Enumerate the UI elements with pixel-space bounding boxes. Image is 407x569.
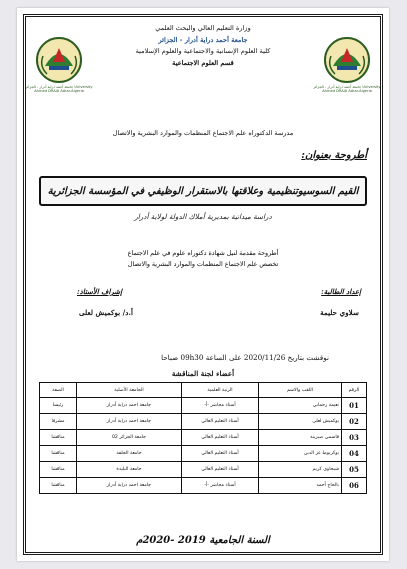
table-row [40, 446, 367, 462]
university-logo-right [323, 36, 371, 84]
jury-rank: أستاذ محاضر -أ- [182, 398, 259, 414]
table-row [40, 430, 367, 446]
jury-role: مناقشا [40, 430, 77, 446]
supervisor-label: إشراف الأستاذ: [77, 287, 123, 296]
jury-rank: أستاذ التعليم العالي [182, 462, 259, 478]
institution-header [87, 23, 319, 69]
academic-year: السنة الجامعية 2019 -2020م [136, 535, 270, 546]
jury-name: بوكميش لعلى [259, 414, 342, 430]
table-row [40, 398, 367, 414]
jury-rank: أستاذ التعليم العالي [182, 414, 259, 430]
logo-caption-left: جامعة أحمد دراية أدرار - الجزائر University Ahmed DRAIA Adrar-Algeria [25, 85, 93, 94]
jury-role: مناقشا [40, 478, 77, 494]
jury-number: 05 [342, 462, 367, 478]
jury-rank: أستاذ التعليم العالي [182, 430, 259, 446]
supervisor-name: أ.د/ بوكميش لعلى [79, 308, 133, 317]
header-university: الجامعة الأصلية [77, 383, 182, 398]
jury-name: بالحاج أحمد [259, 478, 342, 494]
jury-role: مشرفا [40, 414, 77, 430]
jury-name: نعيمة رحماني [259, 398, 342, 414]
table-row [40, 414, 367, 430]
header-name: اللقب والاسم [259, 383, 342, 398]
study-subtitle: دراسة ميدانية بمديرية أملاك الدولة لولاية أدرار [134, 212, 272, 221]
jury-name: قاسمي صبرينة [259, 430, 342, 446]
jury-university: جامعة الجزائر 02 [77, 430, 182, 446]
jury-name: بوكربوط عز الدين [259, 446, 342, 462]
table-row [40, 462, 367, 478]
jury-university: جامعة الجلفة [77, 446, 182, 462]
student-label: إعداد الطالبة: [321, 287, 361, 296]
jury-header-row [40, 383, 367, 398]
defense-date: نوقشت بتاريخ 2020/11/26 على الساعة 09h30 صباحا [161, 353, 329, 362]
university-logo-left [35, 36, 83, 84]
jury-university: جامعة احمد دراية أدرار [77, 414, 182, 430]
university-line: جامعة أحمد دراية أدرار - الجزائر [158, 35, 248, 44]
jury-role: مناقشا [40, 446, 77, 462]
committee-title: أعضاء لجنة المناقشة [171, 369, 235, 378]
faculty-line: كلية العلوم الإنسانية والاجتماعية والعلوم الإسلامية [135, 47, 271, 55]
jury-number: 01 [342, 398, 367, 414]
jury-number: 02 [342, 414, 367, 430]
purpose-line-2: تخصص علم الاجتماع المنظمات والموارد البشرية والاتصال [127, 261, 279, 268]
ministry-line: وزارة التعليم العالي والبحث العلمي [155, 24, 251, 32]
thesis-label: أطروحة بعنوان: [301, 150, 367, 161]
thesis-title-box [39, 176, 367, 206]
jury-table [39, 382, 367, 494]
logo-caption-right: جامعة أحمد دراية أدرار - الجزائر University Ahmed DRAIA Adrar-Algeria [313, 85, 381, 94]
thesis-title: القيم السوسيوتنظيمية وعلاقتها بالاستقرار الوظيفي في المؤسسة الجزائرية [47, 185, 359, 197]
jury-university: جامعة احمد دراية أدرار [77, 478, 182, 494]
doctoral-school-line: مدرسة الدكتوراه علم الاجتماع المنظمات والموارد البشرية والاتصال [112, 129, 294, 137]
header-rank: الرتبة العلمية [182, 383, 259, 398]
jury-rank: أستاذ التعليم العالي [182, 446, 259, 462]
jury-number: 04 [342, 446, 367, 462]
thesis-purpose [57, 248, 349, 270]
document-page [17, 8, 389, 561]
jury-university: جامعة البليدة [77, 462, 182, 478]
purpose-line-1: أطروحة مقدمة لنيل شهادة دكتوراه علوم في علم الاجتماع [127, 250, 279, 257]
student-name: سلاوي حليمة [320, 308, 359, 317]
jury-number: 03 [342, 430, 367, 446]
header-role: الصفة [40, 383, 77, 398]
jury-name: شيخاوي كريم [259, 462, 342, 478]
jury-university: جامعة احمد دراية أدرار [77, 398, 182, 414]
table-row [40, 478, 367, 494]
jury-role: مناقشا [40, 462, 77, 478]
department-line: قسم العلوم الاجتماعية [172, 58, 234, 67]
header-number: الرقم [342, 383, 367, 398]
jury-rank: أستاذ محاضر -أ- [182, 478, 259, 494]
jury-number: 06 [342, 478, 367, 494]
jury-role: رئيسا [40, 398, 77, 414]
